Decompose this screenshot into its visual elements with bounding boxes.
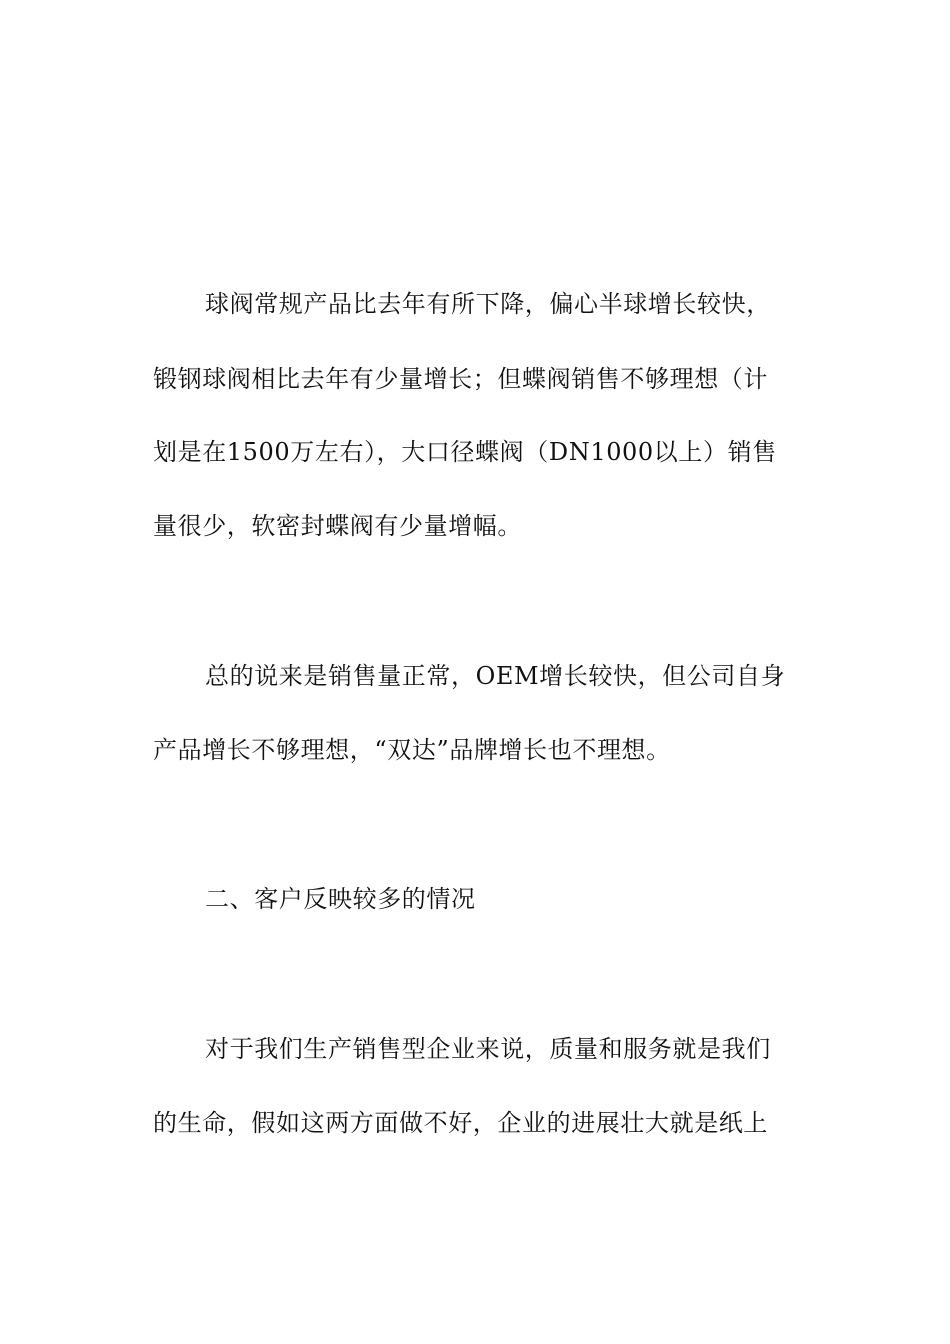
paragraph-1-line-2: 锻钢球阀相比去年有少量增长；但蝶阀销售不够理想（计 — [153, 365, 768, 393]
paragraph-3-line-1: 对于我们生产销售型企业来说，质量和服务就是我们 — [205, 1035, 771, 1063]
paragraph-1-line-4: 量很少，软密封蝶阀有少量增幅。 — [153, 512, 522, 540]
paragraph-1-line-3: 划是在1500万左右），大口径蝶阀（DN1000以上）销售 — [153, 438, 777, 466]
section-heading: 二、客户反映较多的情况 — [205, 885, 476, 913]
paragraph-3-line-2: 的生命，假如这两方面做不好，企业的进展壮大就是纸上 — [153, 1109, 768, 1137]
paragraph-2-line-1: 总的说来是销售量正常，OEM增长较快，但公司自身 — [205, 662, 786, 690]
paragraph-1-line-1: 球阀常规产品比去年有所下降，偏心半球增长较快， — [205, 290, 771, 318]
paragraph-2-line-2: 产品增长不够理想，“双达”品牌增长也不理想。 — [153, 736, 671, 764]
